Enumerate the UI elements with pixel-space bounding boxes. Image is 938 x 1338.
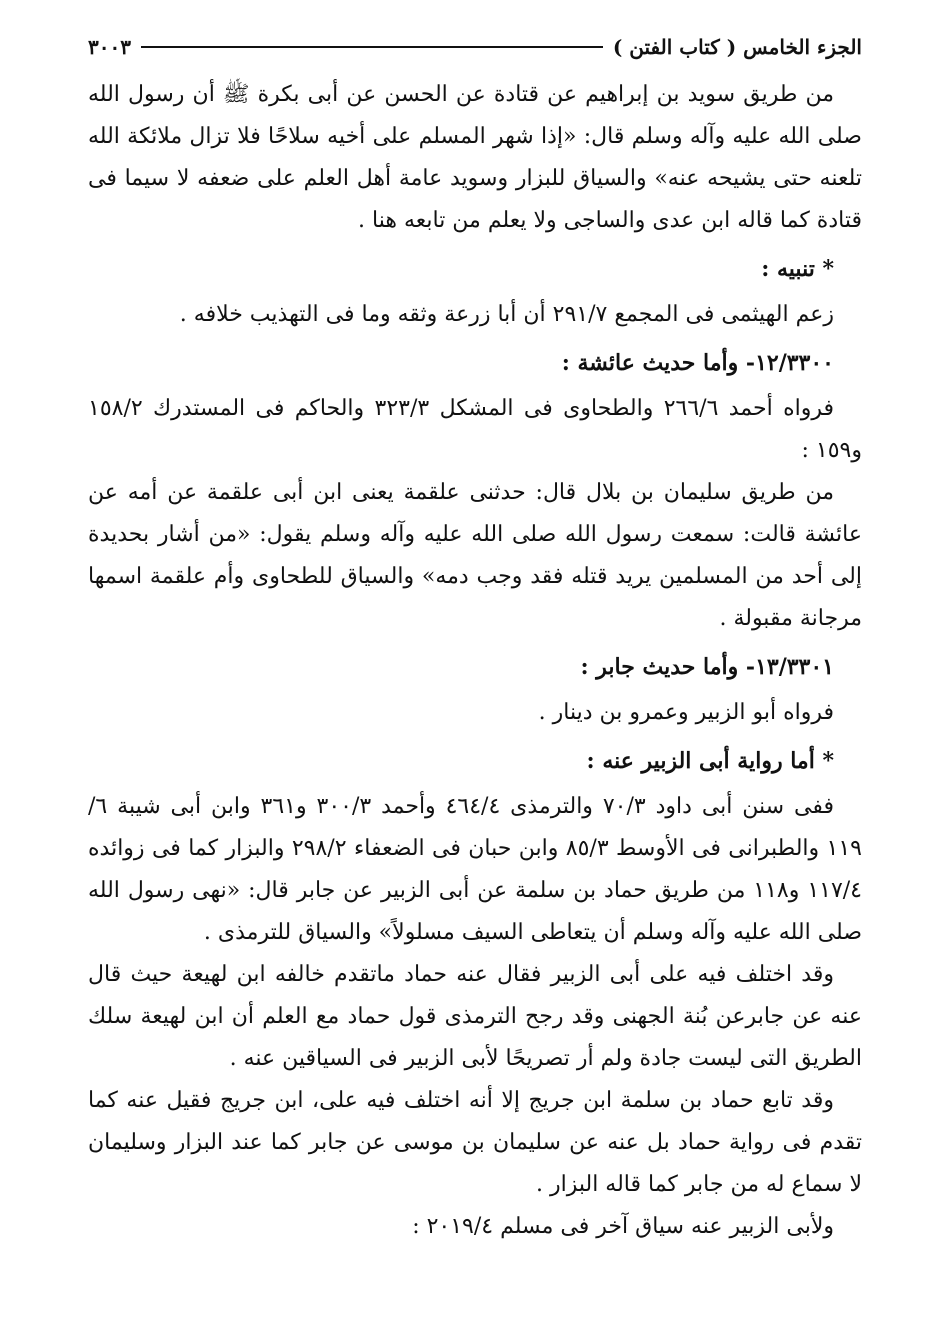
header-rule [141, 46, 603, 48]
section-heading: * أما رواية أبى الزبير عنه : [586, 748, 834, 774]
section-heading: * تنبيه : [761, 256, 834, 282]
page-body [88, 74, 862, 1248]
paragraph: فرواه أحمد ٢٦٦/٦ والطحاوى فى المشكل ٣٢٣/٣ والحاكم فى المستدرك ١٥٨/٢ و١٥٩ : [88, 396, 862, 463]
paragraph: زعم الهيثمى فى المجمع ٢٩١/٧ أن أبا زرعة وثقه وما فى التهذيب خلافه . [179, 302, 834, 327]
section-heading: ١٣/٣٣٠١- وأما حديث جابر : [580, 654, 834, 680]
paragraph: فرواه أبو الزبير وعمرو بن دينار . [538, 700, 834, 725]
paragraph: من طريق سليمان بن بلال قال: حدثنى علقمة يعنى ابن أبى علقمة عن أمه عن عائشة قالت: سمعت رسول الله صلى الله عليه وآله وسلم يقول: «من أشار بحديدة إلى أحد من المسلمين يريد قتله فقد وجب دمه» والسياق للطحاوى وأم علقمة اسمها مرجانة مقبولة . [88, 480, 863, 631]
page-header [88, 30, 862, 64]
paragraph: ولأبى الزبير عنه سياق آخر فى مسلم ٢٠١٩/٤ : [412, 1214, 834, 1239]
paragraph: وقد اختلف فيه على أبى الزبير فقال عنه حماد ماتقدم خالفه ابن لهيعة حيث قال عنه عن جابرعن بُنة الجهنى وقد رجح الترمذى قول حماد مع العلم أن ابن لهيعة سلك الطريق التى ليست جادة ولم أر تصريحًا لأبى الزبير فى السياقين عنه . [88, 962, 862, 1071]
paragraph: وقد تابع حماد بن سلمة ابن جريج إلا أنه اختلف فيه على، ابن جريج فقيل عنه كما تقدم فى رواية حماد بل عنه عن سليمان بن موسى عن جابر كما عند البزار وسليمان لا سماع له من جابر كما قاله البزار . [88, 1088, 862, 1197]
paragraph: ففى سنن أبى داود ٧٠/٣ والترمذى ٤٦٤/٤ وأحمد ٣٠٠/٣ و٣٦١ وابن أبى شيبة ٦/ ١١٩ والطبرانى فى الأوسط ٨٥/٣ وابن حبان فى الضعفاء ٢٩٨/٢ والبزار كما فى زوائده ١١٧/٤ و١١٨ من طريق حماد بن سلمة عن أبى الزبير عن جابر قال: «نهى رسول الله صلى الله عليه وآله وسلم أن يتعاطى السيف مسلولاً» والسياق للترمذى . [88, 794, 862, 945]
section-heading: ١٢/٣٣٠٠- وأما حديث عائشة : [561, 350, 834, 376]
paragraph: من طريق سويد بن إبراهيم عن قتادة عن الحسن عن أبى بكرة ﷺ أن رسول الله صلى الله عليه وآله وسلم قال: «إذا شهر المسلم على أخيه سلاحًا فلا تزال ملائكة الله تلعنه حتى يشيحه عنه» والسياق للبزار وسويد عامة أهل العلم على ضعفه لا سيما فى قتادة كما قاله ابن عدى والساجى ولا يعلم من تابعه هنا . [88, 82, 862, 233]
running-title: الجزء الخامس ( كتاب الفتن ) [612, 35, 862, 59]
page-number: ٣٠٠٣ [88, 35, 131, 59]
